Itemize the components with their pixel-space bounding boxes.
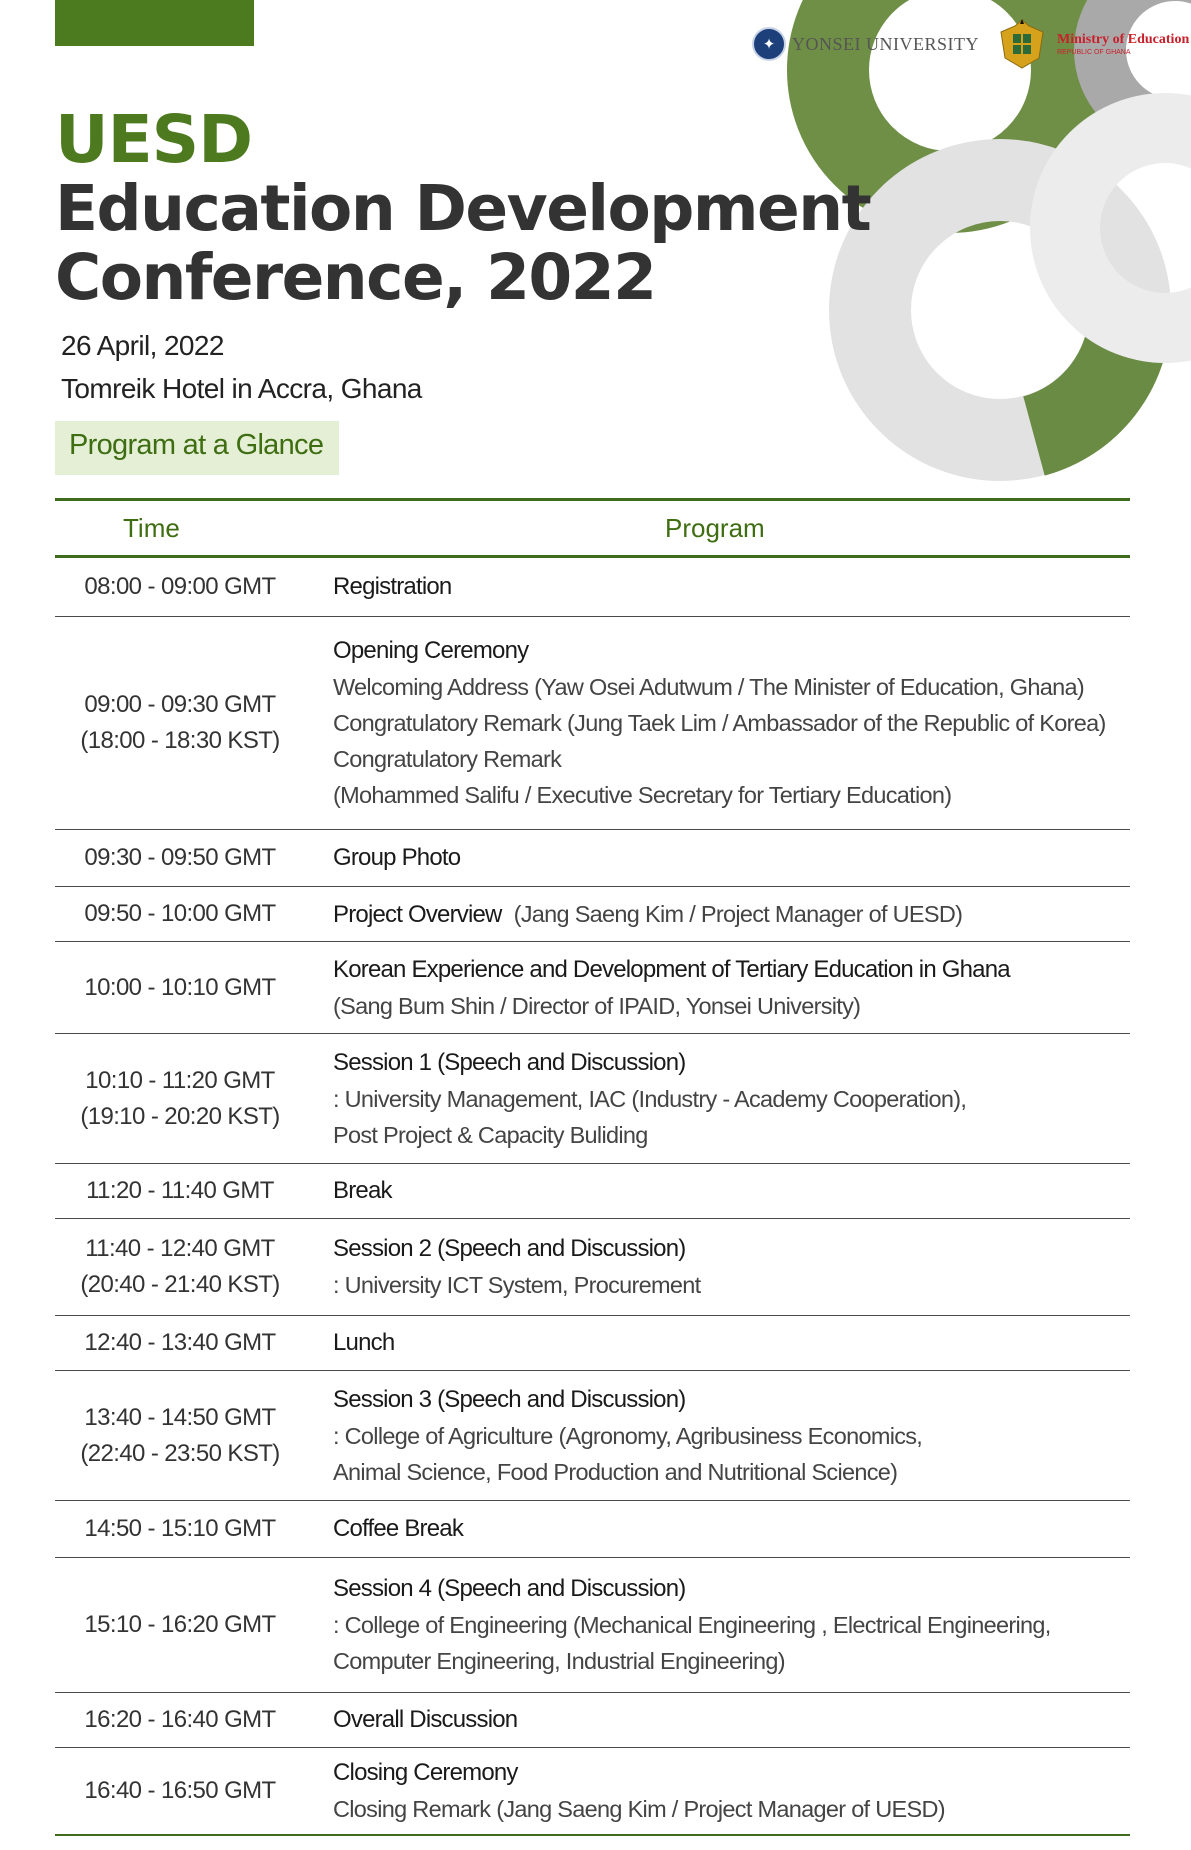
table-row [55,1748,1130,1836]
program-cell [325,1219,1130,1315]
program-detail: Animal Science, Food Production and Nutritional Science) [333,1458,898,1485]
program-cell [325,887,1130,941]
program-title-line [333,1173,1130,1209]
table-row [55,1164,1130,1219]
program-detail: : University ICT System, Procurement [333,1272,701,1298]
table-row [55,830,1130,887]
time-cell [55,1558,325,1692]
time-kst: (20:40 - 21:40 KST) [80,1271,280,1298]
program-cell [325,1558,1130,1692]
table-row [55,1371,1130,1501]
program-title: Registration [333,573,452,600]
program-cell [325,1034,1130,1163]
ministry-logo-text: Ministry of Education [1057,31,1190,47]
program-title: Coffee Break [333,1515,464,1542]
section-label [55,421,339,475]
table-row [55,558,1130,617]
program-cell [325,830,1130,886]
time-cell [55,830,325,886]
program-title-line [333,1511,1130,1547]
program-cell [325,1693,1130,1747]
program-title: Overall Discussion [333,1706,518,1733]
program-title-line [333,1702,1130,1738]
time-gmt: 11:40 - 12:40 GMT [85,1235,275,1262]
table-header [55,498,1130,558]
program-title-line [333,1382,1130,1418]
program-title-line [333,1755,1130,1791]
time-cell [55,617,325,829]
program-cell [325,1501,1130,1557]
program-title-line [333,569,1130,605]
program-table [55,498,1130,1836]
program-title: Group Photo [333,844,461,871]
time-gmt: 11:20 - 11:40 GMT [86,1177,274,1204]
ministry-logo [1057,33,1189,56]
program-title: Session 2 (Speech and Discussion) [333,1235,686,1262]
table-body [55,558,1130,1836]
time-gmt: 16:40 - 16:50 GMT [84,1777,276,1804]
event-venue: Tomreik Hotel in Accra, Ghana [61,373,422,404]
time-gmt: 13:40 - 14:50 GMT [84,1403,276,1431]
time-cell [55,942,325,1033]
program-title-line [333,1571,1130,1607]
program-title-line [333,1325,1130,1361]
table-row [55,1034,1130,1164]
program-detail: (Mohammed Salifu / Executive Secretary for Tertiary Education) [333,782,952,808]
time-cell [55,1371,325,1500]
program-detail: Congratulatory Remark (Jung Taek Lim / Ambassador of the Republic of Korea) [333,710,1106,736]
program-title-line [333,840,1130,876]
time-gmt: 15:10 - 16:20 GMT [84,1611,276,1638]
time-gmt: 12:40 - 13:40 GMT [84,1329,276,1356]
program-title: Session 1 (Speech and Discussion) [333,1048,686,1076]
section-label-text: Program at a Glance [69,429,324,461]
program-title: Closing Ceremony [333,1759,518,1786]
program-detail: : College of Agriculture (Agronomy, Agribusiness Economics, [333,1422,923,1449]
event-date: 26 April, 2022 [61,330,224,361]
table-row [55,1558,1130,1693]
program-title: Session 4 (Speech and Discussion) [333,1575,686,1602]
column-header-program: Program [665,513,765,543]
table-row [55,1501,1130,1558]
program-cell [325,942,1130,1033]
program-detail: : College of Engineering (Mechanical Engineering , Electrical Engineering, [333,1612,1051,1638]
program-cell [325,1316,1130,1370]
time-gmt: 14:50 - 15:10 GMT [84,1515,276,1542]
program-title: Break [333,1177,392,1204]
program-note: (Jang Saeng Kim / Project Manager of UESD) [513,900,963,927]
time-gmt: 16:20 - 16:40 GMT [84,1706,276,1733]
header-color-bar [55,0,254,46]
program-title: Korean Experience and Development of Tertiary Education in Ghana [333,955,1010,983]
table-row [55,617,1130,830]
time-kst: (22:40 - 23:50 KST) [80,1439,280,1467]
program-title-line [333,1045,1130,1081]
program-detail: (Sang Bum Shin / Director of IPAID, Yonsei University) [333,992,861,1019]
program-cell [325,1164,1130,1218]
time-gmt: 10:00 - 10:10 GMT [84,973,276,1001]
page-title [55,174,870,312]
time-kst: (19:10 - 20:20 KST) [80,1102,280,1130]
time-cell [55,1693,325,1747]
table-row [55,942,1130,1034]
program-detail: : University Management, IAC (Industry - Academy Cooperation), [333,1085,967,1112]
program-title-line [333,1231,1130,1267]
time-gmt: 09:50 - 10:00 GMT [84,900,276,927]
column-header-time: Time [123,513,180,543]
program-cell [325,1748,1130,1834]
yonsei-logo-text: YONSEI UNIVERSITY [792,33,979,54]
program-detail: Closing Remark (Jang Saeng Kim / Project Manager of UESD) [333,1796,945,1822]
program-title-line [333,633,1130,669]
title-line-2: Conference, 2022 [55,241,656,314]
program-detail: Congratulatory Remark [333,746,562,772]
partner-logos [752,22,1189,66]
program-title-line [333,896,1130,933]
time-kst: (18:00 - 18:30 KST) [80,727,280,754]
program-detail: Welcoming Address (Yaw Osei Adutwum / The Minister of Education, Ghana) [333,674,1084,700]
time-gmt: 09:30 - 09:50 GMT [84,844,276,871]
time-cell [55,1034,325,1163]
table-row [55,1219,1130,1316]
time-gmt: 09:00 - 09:30 GMT [84,691,276,718]
ghana-coat-of-arms-icon [993,18,1051,70]
table-row [55,1316,1130,1371]
program-cell [325,617,1130,829]
time-gmt: 08:00 - 09:00 GMT [84,573,276,600]
program-cell [325,1371,1130,1500]
table-row [55,887,1130,942]
program-title: Session 3 (Speech and Discussion) [333,1385,686,1413]
program-cell [325,558,1130,616]
time-cell [55,1501,325,1557]
time-cell [55,558,325,616]
time-gmt: 10:10 - 11:20 GMT [85,1066,275,1094]
program-title: Opening Ceremony [333,637,529,664]
program-detail: Post Project & Capacity Buliding [333,1121,648,1148]
program-detail: Computer Engineering, Industrial Engineering) [333,1648,785,1674]
time-cell [55,1316,325,1370]
ministry-logo-subtext: REPUBLIC OF GHANA [1057,48,1131,56]
title-line-1: Education Development [55,172,871,245]
program-title: Project Overview [333,900,502,928]
title-acronym: UESD [55,101,252,178]
program-title-line [333,952,1130,988]
program-title: Lunch [333,1329,395,1356]
yonsei-seal-icon: ✦ [752,27,786,61]
time-cell [55,1219,325,1315]
time-cell [55,1748,325,1834]
time-cell [55,1164,325,1218]
table-row [55,1693,1130,1748]
time-cell [55,887,325,941]
